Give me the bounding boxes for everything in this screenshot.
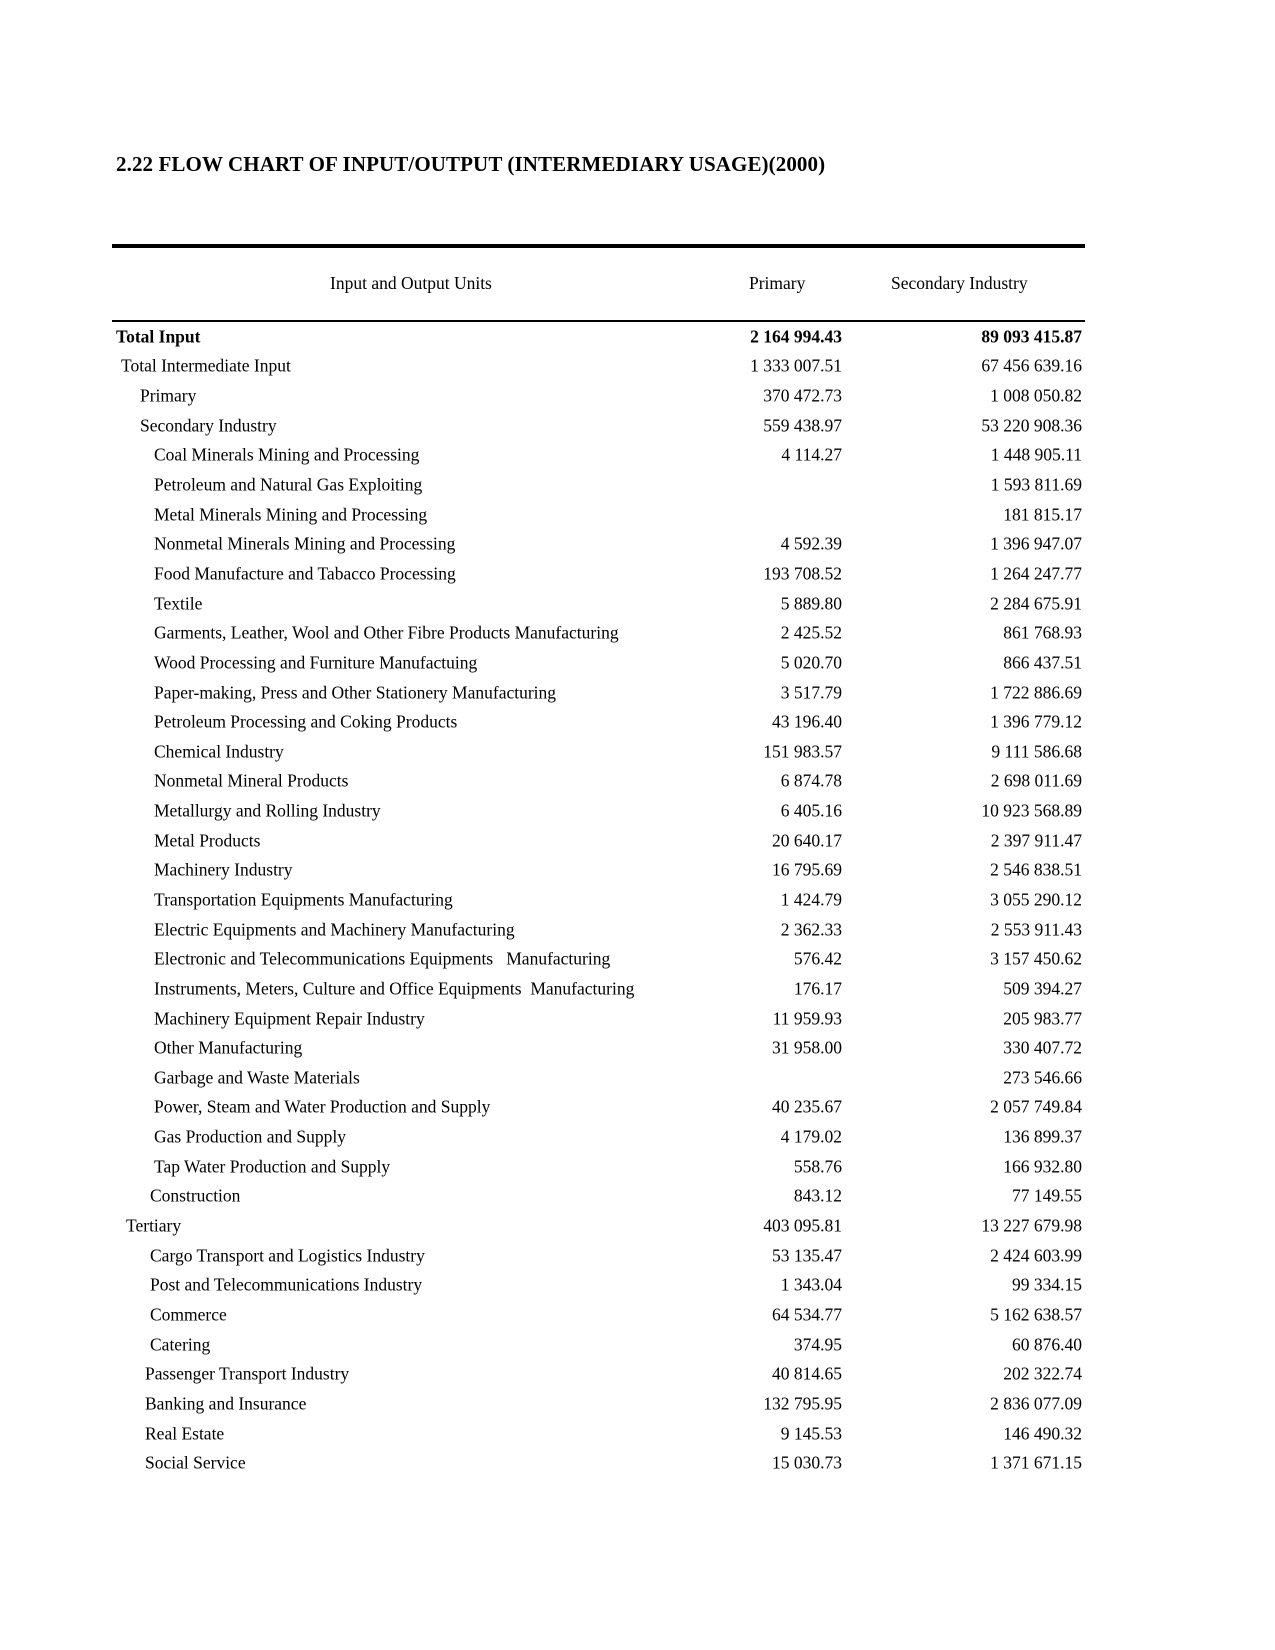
row-secondary-value: 1 396 947.07 [990, 533, 1082, 554]
row-primary-value: 1 424.79 [780, 889, 842, 910]
row-label: Coal Minerals Mining and Processing [154, 444, 420, 465]
row-secondary-value: 146 490.32 [1003, 1423, 1082, 1444]
table-row [0, 381, 1275, 411]
row-label: Nonmetal Mineral Products [154, 770, 349, 791]
row-label: Petroleum Processing and Coking Products [154, 711, 458, 732]
row-primary-value: 576.42 [793, 948, 842, 969]
row-primary-value: 4 592.39 [780, 533, 842, 554]
row-primary-value: 4 114.27 [781, 444, 842, 465]
table-row [0, 944, 1275, 974]
table-row [0, 1389, 1275, 1419]
table-row [0, 441, 1275, 471]
row-label: Construction [150, 1185, 241, 1206]
row-label: Nonmetal Minerals Mining and Processing [154, 533, 456, 554]
row-label: Real Estate [145, 1423, 225, 1444]
row-secondary-value: 273 546.66 [1003, 1067, 1082, 1088]
table-row [0, 1300, 1275, 1330]
row-label: Textile [154, 593, 203, 614]
row-label: Transportation Equipments Manufacturing [154, 889, 453, 910]
table-row [0, 618, 1275, 648]
table-row [0, 1330, 1275, 1360]
table-row [0, 974, 1275, 1004]
row-secondary-value: 89 093 415.87 [981, 326, 1082, 347]
header-primary: Primary [749, 273, 806, 293]
table-row [0, 1448, 1275, 1478]
row-label: Metallurgy and Rolling Industry [154, 800, 381, 821]
table-row [0, 826, 1275, 856]
row-primary-value: 176.17 [793, 978, 842, 999]
row-secondary-value: 181 815.17 [1003, 504, 1082, 525]
table-row [0, 1033, 1275, 1063]
row-primary-value: 40 814.65 [772, 1363, 842, 1384]
table-row [0, 352, 1275, 382]
row-primary-value: 3 517.79 [780, 682, 842, 702]
row-primary-value: 193 708.52 [763, 563, 842, 584]
row-primary-value: 53 135.47 [772, 1245, 842, 1266]
table-row [0, 500, 1275, 530]
table-row [0, 648, 1275, 678]
row-primary-value: 15 030.73 [772, 1452, 842, 1473]
row-label: Machinery Industry [154, 859, 293, 880]
row-label: Power, Steam and Water Production and Supply [154, 1096, 491, 1117]
table-row [0, 1241, 1275, 1271]
row-primary-value: 20 640.17 [772, 830, 842, 851]
table-row [0, 1063, 1275, 1093]
row-secondary-value: 1 448 905.11 [990, 444, 1082, 465]
row-label: Cargo Transport and Logistics Industry [150, 1245, 425, 1266]
row-primary-value: 43 196.40 [772, 711, 842, 732]
row-primary-value: 6 874.78 [780, 770, 842, 791]
row-label: Catering [150, 1334, 211, 1355]
row-primary-value: 370 472.73 [763, 385, 842, 406]
row-secondary-value: 67 456 639.16 [981, 355, 1082, 376]
row-label: Gas Production and Supply [154, 1126, 347, 1147]
row-label: Tap Water Production and Supply [154, 1156, 391, 1177]
row-secondary-value: 1 722 886.69 [990, 682, 1082, 702]
table-row [0, 1271, 1275, 1301]
row-primary-value: 16 795.69 [772, 859, 842, 880]
row-secondary-value: 3 055 290.12 [990, 889, 1082, 910]
table-body [0, 322, 1275, 1478]
row-secondary-value: 5 162 638.57 [990, 1304, 1082, 1325]
table-row [0, 1004, 1275, 1034]
table-row [0, 885, 1275, 915]
row-secondary-value: 10 923 568.89 [981, 800, 1082, 821]
row-primary-value: 2 425.52 [780, 622, 842, 643]
row-primary-value: 843.12 [793, 1185, 842, 1206]
row-secondary-value: 509 394.27 [1003, 978, 1082, 999]
row-secondary-value: 1 264 247.77 [990, 563, 1082, 584]
table-row [0, 737, 1275, 767]
row-label: Wood Processing and Furniture Manufactuing [154, 652, 478, 673]
row-primary-value: 5 889.80 [780, 593, 842, 614]
header-units: Input and Output Units [330, 273, 492, 293]
table-row [0, 767, 1275, 797]
row-secondary-value: 2 397 911.47 [990, 830, 1082, 851]
row-label: Garments, Leather, Wool and Other Fibre Products Manufacturing [154, 622, 619, 643]
row-secondary-value: 53 220 908.36 [981, 415, 1082, 436]
table-top-rule [112, 244, 1085, 248]
row-primary-value: 5 020.70 [780, 652, 842, 673]
row-label: Post and Telecommunications Industry [150, 1274, 423, 1295]
row-primary-value: 40 235.67 [772, 1096, 842, 1117]
row-label: Total Input [116, 326, 201, 347]
row-secondary-value: 2 836 077.09 [990, 1393, 1082, 1414]
row-secondary-value: 166 932.80 [1003, 1156, 1082, 1177]
row-label: Electric Equipments and Machinery Manufacturing [154, 919, 515, 940]
row-primary-value: 151 983.57 [763, 741, 842, 762]
row-primary-value: 6 405.16 [780, 800, 842, 821]
row-primary-value: 4 179.02 [780, 1126, 842, 1147]
row-secondary-value: 1 593 811.69 [990, 474, 1082, 495]
table-row [0, 529, 1275, 559]
row-secondary-value: 861 768.93 [1003, 622, 1082, 643]
row-secondary-value: 60 876.40 [1012, 1334, 1082, 1355]
table-row [0, 1419, 1275, 1449]
row-label: Tertiary [126, 1215, 182, 1236]
row-label: Total Intermediate Input [121, 355, 291, 376]
table-row [0, 589, 1275, 619]
row-secondary-value: 2 553 911.43 [990, 919, 1082, 940]
row-label: Electronic and Telecommunications Equipments Manufacturing [154, 948, 611, 969]
table-row-total-input [0, 322, 1275, 352]
row-secondary-value: 202 322.74 [1003, 1363, 1082, 1384]
row-secondary-value: 2 424 603.99 [990, 1245, 1082, 1266]
table-row [0, 559, 1275, 589]
row-secondary-value: 1 008 050.82 [990, 385, 1082, 406]
row-primary-value: 2 164 994.43 [750, 326, 842, 347]
row-label: Primary [140, 385, 197, 406]
row-label: Secondary Industry [140, 415, 277, 436]
row-secondary-value: 3 157 450.62 [990, 948, 1082, 969]
table-row [0, 1122, 1275, 1152]
table-row [0, 1182, 1275, 1212]
row-label: Instruments, Meters, Culture and Office Equipments Manufacturing [154, 978, 635, 999]
table-row [0, 1093, 1275, 1123]
table-row [0, 1211, 1275, 1241]
row-label: Social Service [145, 1452, 246, 1473]
table-row [0, 1359, 1275, 1389]
row-primary-value: 11 959.93 [772, 1008, 842, 1029]
row-secondary-value: 1 396 779.12 [990, 711, 1082, 732]
row-label: Other Manufacturing [154, 1037, 303, 1058]
row-primary-value: 559 438.97 [763, 415, 842, 436]
row-secondary-value: 136 899.37 [1003, 1126, 1082, 1147]
row-label: Food Manufacture and Tabacco Processing [154, 563, 456, 584]
row-primary-value: 31 958.00 [772, 1037, 842, 1058]
row-secondary-value: 2 546 838.51 [990, 859, 1082, 880]
row-secondary-value: 2 698 011.69 [990, 770, 1082, 791]
row-label: Petroleum and Natural Gas Exploiting [154, 474, 423, 495]
row-secondary-value: 2 057 749.84 [990, 1096, 1082, 1117]
row-label: Passenger Transport Industry [145, 1363, 350, 1384]
table-row [0, 678, 1275, 708]
page-title: 2.22 FLOW CHART OF INPUT/OUTPUT (INTERMEDIARY USAGE)(2000) [116, 152, 826, 176]
row-secondary-value: 99 334.15 [1012, 1274, 1082, 1295]
row-secondary-value: 77 149.55 [1012, 1185, 1082, 1206]
table-row [0, 856, 1275, 886]
row-primary-value: 403 095.81 [763, 1215, 842, 1236]
row-secondary-value: 9 111 586.68 [991, 741, 1082, 762]
row-secondary-value: 13 227 679.98 [981, 1215, 1082, 1236]
table-row [0, 915, 1275, 945]
row-primary-value: 374.95 [793, 1334, 842, 1355]
row-primary-value: 2 362.33 [780, 919, 842, 940]
table-row [0, 796, 1275, 826]
row-secondary-value: 330 407.72 [1003, 1037, 1082, 1058]
header-secondary-industry: Secondary Industry [891, 273, 1028, 293]
table-row [0, 707, 1275, 737]
row-primary-value: 132 795.95 [763, 1393, 842, 1414]
row-primary-value: 64 534.77 [772, 1304, 842, 1325]
row-secondary-value: 2 284 675.91 [990, 593, 1082, 614]
row-label: Metal Minerals Mining and Processing [154, 504, 428, 525]
table-row [0, 470, 1275, 500]
row-primary-value: 558.76 [793, 1156, 842, 1177]
row-label: Metal Products [154, 830, 261, 851]
row-label: Chemical Industry [154, 741, 284, 762]
row-label: Paper-making, Press and Other Stationery Manufacturing [154, 682, 557, 702]
row-label: Banking and Insurance [145, 1393, 307, 1414]
row-label: Commerce [150, 1304, 227, 1325]
row-primary-value: 1 343.04 [780, 1274, 842, 1295]
row-secondary-value: 866 437.51 [1003, 652, 1082, 673]
row-secondary-value: 205 983.77 [1003, 1008, 1082, 1029]
row-secondary-value: 1 371 671.15 [990, 1452, 1082, 1473]
row-label: Machinery Equipment Repair Industry [154, 1008, 425, 1029]
table-row [0, 1152, 1275, 1182]
row-label: Garbage and Waste Materials [154, 1067, 360, 1088]
table-row [0, 411, 1275, 441]
row-primary-value: 1 333 007.51 [750, 355, 842, 376]
row-primary-value: 9 145.53 [780, 1423, 842, 1444]
